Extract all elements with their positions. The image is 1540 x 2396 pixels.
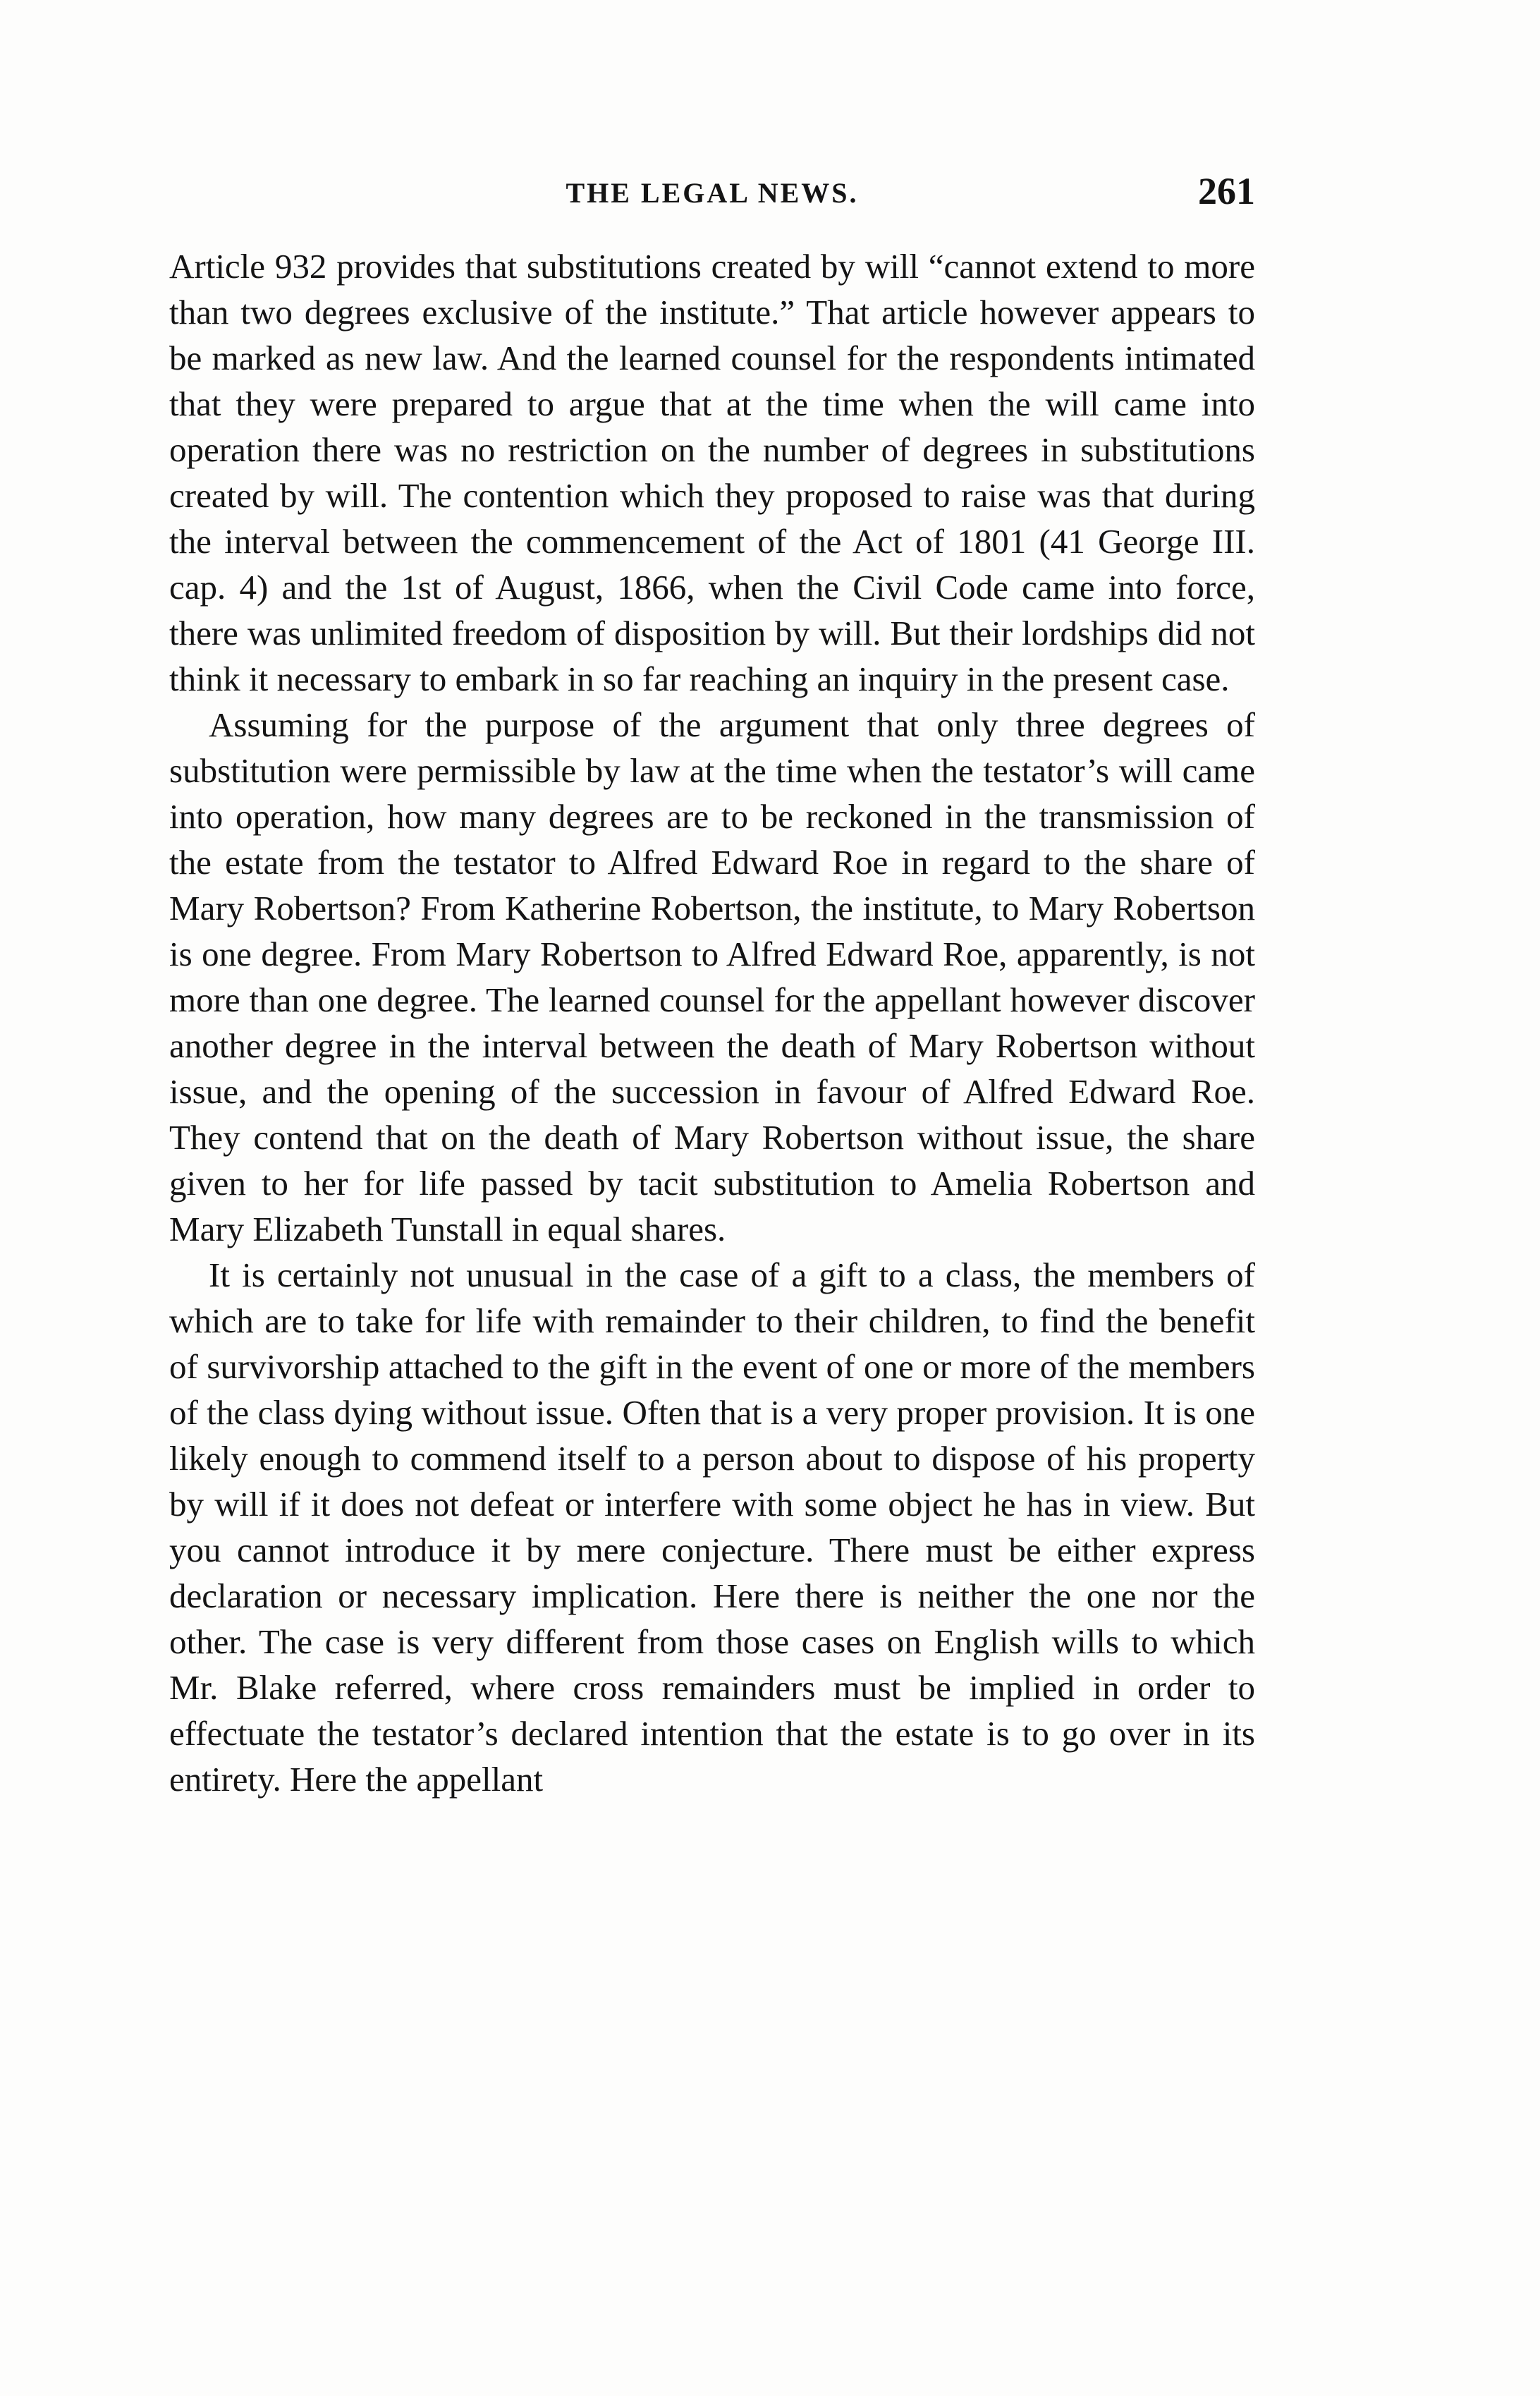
page-number: 261 — [1198, 170, 1255, 212]
paragraph: Article 932 provides that substitutions created by will “cannot extend to more than two degrees exclusive of the institute.” That article however appears to be marked as new law. And the learned counsel for the respondents intimated that they were prepared to argue that at the time when the will came into operation there was no restriction on the number of degrees in substitutions created by will. The contention which they proposed to raise was that during the interval between the commencement of the Act of 1801 (41 George III. cap. 4) and the 1st of August, 1866, when the Civil Code came into force, there was unlimited freedom of disposition by will. But their lordships did not think it necessary to embark in so far reaching an inquiry in the present case. — [169, 247, 1255, 698]
running-title: THE LEGAL NEWS. — [566, 177, 859, 209]
paragraph: It is certainly not unusual in the case of a gift to a class, the members of which are to take for life with remainder to their children, to find the benefit of survivorship attached to the gift in the event of one or more of the members of the class dying without issue. Often that is a very proper provision. It is one likely enough to commend itself to a person about to dispose of his property by will if it does not defeat or interfere with some object he has in view. But you cannot introduce it by mere conjecture. There must be either express declaration or necessary implication. Here there is neither the one nor the other. The case is very different from those cases on English wills to which Mr. Blake referred, where cross remainders must be implied in order to effectuate the testator’s declared intention that the estate is to go over in its entirety. Here the appellant — [169, 1255, 1255, 1799]
body-text — [169, 243, 1255, 1802]
paragraph: Assuming for the purpose of the argument that only three degrees of substitution were permissible by law at the time when the testator’s will came into operation, how many degrees are to be reckoned in the transmission of the estate from the testator to Alfred Edward Roe in regard to the share of Mary Robertson? From Katherine Robertson, the institute, to Mary Robertson is one degree. From Mary Robertson to Alfred Edward Roe, apparently, is not more than one degree. The learned counsel for the appellant however discover another degree in the interval between the death of Mary Robertson without issue, and the opening of the succession in favour of Alfred Edward Roe. They contend that on the death of Mary Robertson without issue, the share given to her for life passed by tacit substitution to Amelia Robertson and Mary Elizabeth Tunstall in equal shares. — [169, 705, 1255, 1248]
page-header — [169, 169, 1255, 219]
